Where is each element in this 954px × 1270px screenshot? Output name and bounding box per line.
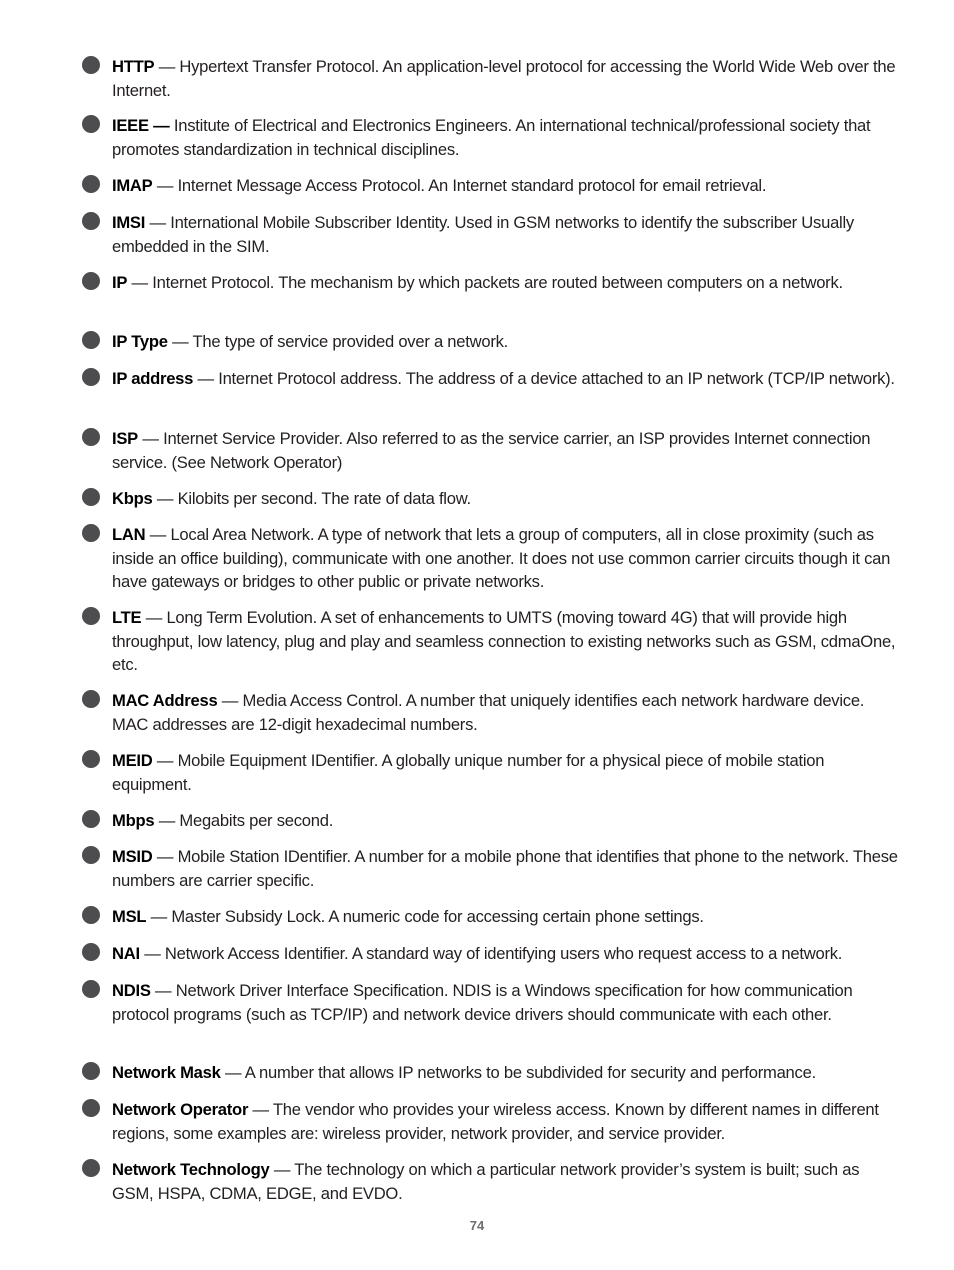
separator: — [145, 525, 171, 544]
glossary-term: IP address [112, 369, 194, 388]
separator: — [217, 691, 243, 710]
glossary-term: MSID [112, 847, 153, 866]
glossary-definition: Long Term Evolution. A set of enhancements to UMTS (moving toward 4G) that will provide high throughput, low latency, plug and play and seamless connection to existing networks such as GSM, cdmaOne, etc. [112, 608, 896, 674]
bullet-icon [82, 607, 100, 625]
glossary-definition: Internet Service Provider. Also referred to as the service carrier, an ISP provides Internet connection service. (See Network Operator) [112, 429, 871, 472]
glossary-term: IMAP [112, 176, 153, 195]
glossary-definition: Internet Protocol address. The address of a device attached to an IP network (TCP/IP network). [218, 369, 895, 388]
glossary-term: IEEE — [112, 116, 170, 135]
glossary-list [82, 55, 902, 1208]
separator: — [269, 1160, 295, 1179]
bullet-icon [82, 1099, 100, 1117]
bullet-icon [82, 428, 100, 446]
bullet-icon [82, 56, 100, 74]
bullet-icon [82, 1062, 100, 1080]
glossary-entry [82, 749, 902, 809]
glossary-entry [82, 367, 902, 427]
glossary-definition: The technology on which a particular network provider’s system is built; such as GSM, HSPA, CDMA, EDGE, and EVDO. [112, 1160, 860, 1203]
bullet-icon [82, 906, 100, 924]
glossary-entry [82, 114, 902, 174]
glossary-definition: International Mobile Subscriber Identity. Used in GSM networks to identify the subscriber Usually embedded in the SIM. [112, 213, 854, 256]
separator: — [145, 213, 171, 232]
bullet-icon [82, 524, 100, 542]
separator: — [150, 981, 176, 1000]
glossary-definition: Kilobits per second. The rate of data flow. [177, 489, 471, 508]
glossary-definition: Local Area Network. A type of network that lets a group of computers, all in close proximity (such as inside an office building), communicate with one another. It does not use common carrier circuits though it can have gateways or bridges to other public or private networks. [112, 525, 891, 591]
glossary-entry [82, 845, 902, 905]
glossary-term: IP Type [112, 332, 168, 351]
bullet-icon [82, 690, 100, 708]
glossary-term: IP [112, 273, 128, 292]
bullet-icon [82, 272, 100, 290]
glossary-term: Network Technology [112, 1160, 270, 1179]
glossary-term: Network Mask [112, 1063, 221, 1082]
glossary-entry [82, 330, 902, 367]
glossary-definition: Hypertext Transfer Protocol. An application-level protocol for accessing the World Wide Web over the Internet. [112, 57, 896, 100]
glossary-term: Network Operator [112, 1100, 249, 1119]
bullet-icon [82, 175, 100, 193]
glossary-entry [82, 1061, 902, 1098]
separator: — [152, 751, 178, 770]
glossary-entry [82, 809, 902, 845]
bullet-icon [82, 212, 100, 230]
glossary-entry [82, 271, 902, 330]
bullet-icon [82, 1159, 100, 1177]
glossary-entry [82, 689, 902, 749]
bullet-icon [82, 943, 100, 961]
glossary-term: HTTP [112, 57, 155, 76]
separator: — [138, 429, 164, 448]
bullet-icon [82, 750, 100, 768]
bullet-icon [82, 115, 100, 133]
glossary-entry [82, 487, 902, 523]
glossary-entry [82, 1098, 902, 1158]
glossary-entry [82, 211, 902, 271]
separator: — [154, 57, 180, 76]
separator: — [146, 907, 172, 926]
separator: — [152, 847, 178, 866]
glossary-definition: Internet Message Access Protocol. An Internet standard protocol for email retrieval. [177, 176, 767, 195]
glossary-entry [82, 174, 902, 211]
glossary-term: MSL [112, 907, 147, 926]
glossary-term: MAC Address [112, 691, 218, 710]
bullet-icon [82, 368, 100, 386]
separator: — [139, 944, 165, 963]
separator: — [248, 1100, 273, 1119]
glossary-definition: Internet Protocol. The mechanism by which packets are routed between computers on a network. [152, 273, 843, 292]
bullet-icon [82, 980, 100, 998]
glossary-term: Kbps [112, 489, 153, 508]
separator: — [152, 176, 178, 195]
page-number: 74 [469, 1218, 485, 1233]
glossary-entry [82, 55, 902, 114]
separator: — [154, 811, 180, 830]
separator: — [220, 1063, 245, 1082]
glossary-definition: The vendor who provides your wireless access. Known by different names in different regions, some examples are: wireless provider, network provider, and service provider. [112, 1100, 879, 1143]
glossary-term: MEID [112, 751, 153, 770]
glossary-definition: Mobile Equipment IDentifier. A globally unique number for a physical piece of mobile station equipment. [112, 751, 825, 794]
glossary-entry [82, 1158, 902, 1208]
bullet-icon [82, 331, 100, 349]
glossary-term: IMSI [112, 213, 146, 232]
separator: — [141, 608, 167, 627]
glossary-definition: Media Access Control. A number that uniquely identifies each network hardware device. MAC addresses are 12-digit hexadecimal numbers. [112, 691, 865, 734]
glossary-entry [82, 942, 902, 979]
glossary-definition: Institute of Electrical and Electronics Engineers. An international technical/professional society that promotes standardization in technical disciplines. [112, 116, 871, 159]
glossary-term: LTE [112, 608, 142, 627]
glossary-entry [82, 427, 902, 487]
glossary-entry [82, 523, 902, 606]
glossary-definition: Master Subsidy Lock. A numeric code for accessing certain phone settings. [171, 907, 704, 926]
glossary-definition: Mobile Station IDentifier. A number for a mobile phone that identifies that phone to the network. These numbers are carrier specific. [112, 847, 898, 890]
separator: — [152, 489, 178, 508]
glossary-definition: Network Access Identifier. A standard way of identifying users who request access to a network. [164, 944, 843, 963]
glossary-definition: The type of service provided over a network. [192, 332, 509, 351]
glossary-term: ISP [112, 429, 138, 448]
bullet-icon [82, 488, 100, 506]
glossary-term: LAN [112, 525, 146, 544]
glossary-term: NAI [112, 944, 140, 963]
glossary-definition: Network Driver Interface Specification. NDIS is a Windows specification for how communication protocol programs (such as TCP/IP) and network device drivers should communicate with each other. [112, 981, 853, 1024]
bullet-icon [82, 846, 100, 864]
glossary-entry [82, 979, 902, 1061]
glossary-term: Mbps [112, 811, 155, 830]
separator: — [127, 273, 153, 292]
glossary-entry [82, 905, 902, 942]
glossary-definition: Megabits per second. [179, 811, 334, 830]
glossary-definition: A number that allows IP networks to be subdivided for security and performance. [244, 1063, 816, 1082]
glossary-term: NDIS [112, 981, 151, 1000]
glossary-entry [82, 606, 902, 689]
separator: — [167, 332, 193, 351]
bullet-icon [82, 810, 100, 828]
separator: — [193, 369, 219, 388]
